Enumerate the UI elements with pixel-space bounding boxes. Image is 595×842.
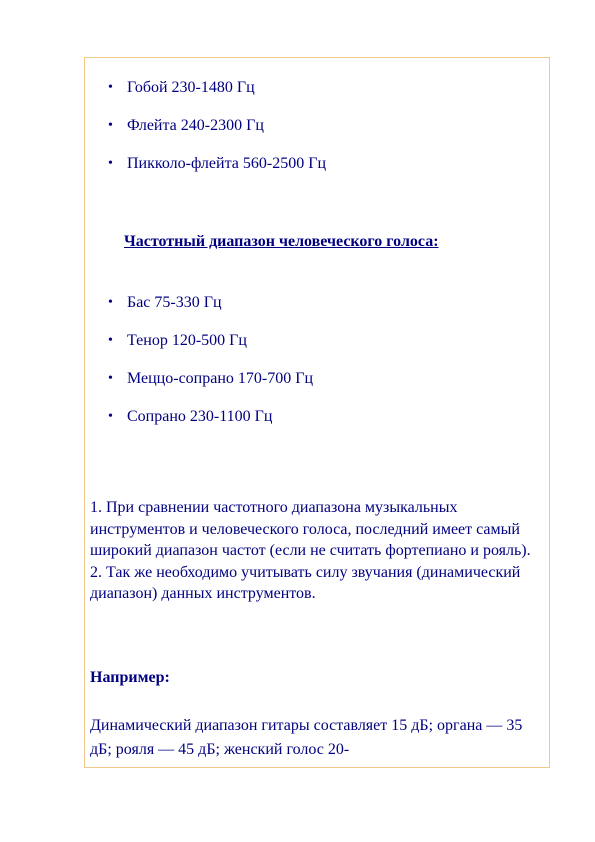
- bullet-icon: •: [108, 409, 113, 424]
- bullet-icon: •: [108, 118, 113, 133]
- list-item-text: Пикколо-флейта 560-2500 Гц: [127, 155, 326, 172]
- list-item: [108, 369, 313, 389]
- example-heading: Например:: [90, 669, 170, 686]
- instrument-range-list: [108, 78, 326, 192]
- voice-range-heading: Частотный диапазон человеческого голоса:: [124, 233, 439, 250]
- list-item-text: Сопрано 230-1100 Гц: [127, 408, 273, 425]
- list-item-text: Флейта 240-2300 Гц: [127, 117, 264, 134]
- note-paragraph: 1. При сравнении частотного диапазона музыкальных инструментов и человеческого голоса, последний имеет самый широкий диапазон частот (если не считать фортепиано и рояль).: [90, 499, 531, 559]
- voice-range-list: [108, 293, 313, 445]
- bullet-icon: •: [108, 80, 113, 95]
- list-item-text: Бас 75-330 Гц: [127, 294, 222, 311]
- list-item-text: Тенор 120-500 Гц: [127, 332, 247, 349]
- bullet-icon: •: [108, 295, 113, 310]
- note-paragraph: 2. Так же необходимо учитывать силу звучания (динамический диапазон) данных инструментов.: [90, 563, 521, 602]
- list-item: [108, 331, 313, 351]
- list-item: [108, 407, 313, 427]
- bullet-icon: •: [108, 371, 113, 386]
- list-item: [108, 116, 326, 136]
- list-item-text: Меццо-сопрано 170-700 Гц: [127, 370, 314, 387]
- bullet-icon: •: [108, 333, 113, 348]
- list-item-text: Гобой 230-1480 Гц: [127, 79, 255, 96]
- bullet-icon: •: [108, 156, 113, 171]
- comparison-notes: [90, 497, 548, 605]
- example-paragraph: Динамический диапазон гитары составляет 15 дБ; органа — 35 дБ; рояля — 45 дБ; женский голос 20-: [90, 717, 523, 758]
- list-item: [108, 154, 326, 174]
- list-item: [108, 293, 313, 313]
- list-item: [108, 78, 326, 98]
